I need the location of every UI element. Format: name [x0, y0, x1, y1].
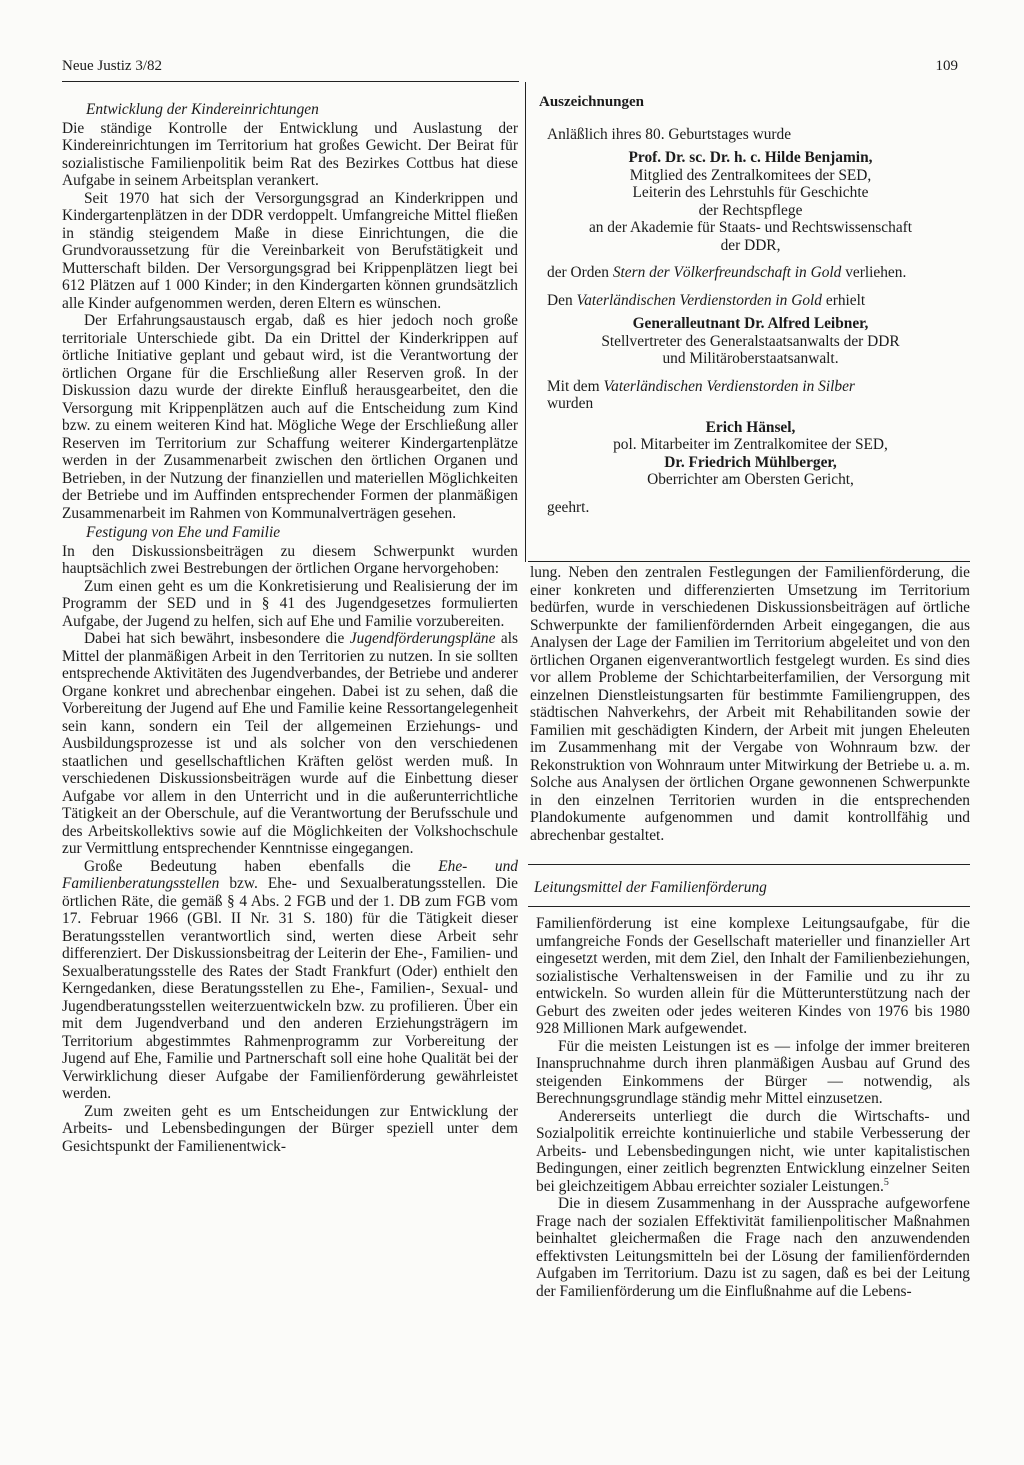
awards-box [539, 94, 962, 516]
awards-bottom-rule [528, 561, 970, 562]
honoree-desc: der DDR, [720, 236, 781, 254]
paragraph: Für die meisten Leistungen ist es — infolge der immer breiteren Inanspruchnahme durch ihren planmäßigen Ausbau auf Grund des steigenden Einkommens der Bürger — notwendig, als Berechnungsgrundlage ständig mehr Mittel einzusetzen. [536, 1037, 970, 1107]
paragraph: Zum einen geht es um die Konkretisierung und Realisierung der im Programm der SED und in § 41 des Jugendgesetzes formulierten Aufgabe, der Jugend zu helfen, sich auf Ehe und Familie vorzubereiten. [62, 577, 518, 630]
honoree-desc: Mitglied des Zentralkomitees der SED, [629, 166, 872, 184]
award-closing: geehrt. [547, 498, 590, 516]
awards-title: Auszeichnungen [539, 94, 645, 110]
paragraph [62, 858, 518, 1103]
honoree-name: Dr. Friedrich Mühlberger, [664, 453, 837, 471]
paragraph: Seit 1970 hat sich der Versorgungsgrad an Kinderkrippen und Kindergartenplätzen in der DDR verdoppelt. Umfangreiche Mittel fließen in ständig steigendem Maße in diese Einrichtungen, die die Grundvoraussetzung für die Vereinbarkeit von Berufstätigkeit und Mutterschaft bilden. Der Versorgungsgrad bei Krippenplätzen liegt bei 612 Plätzen auf 1 000 Kinder; in den Kindergarten können grundsätzlich alle Kinder aufgenommen werden, deren Eltern es wünschen. [62, 189, 518, 312]
paragraph: lung. Neben den zentralen Festlegungen der Familienförderung, die einer konkreten und differenzierten Umsetzung im Territorium bedürfen, wurde in verschiedenen Diskussionsbeiträgen auf örtliche Schwerpunkte der familienfördernden Arbeit eingegangen, die aus Analysen der Lage der Familien im Territorium abgeleitet und von den örtlichen Organen eigenverantwortlich festgelegt wurden. Es sind dies vor allem Probleme der Schichtarbeiterfamilien, der Versorgung mit einzelnen Dienstleistungsarten für bestimmte Familiengruppen, des städtischen Nahverkehrs, der Arbeit mit Rehabilitanden sowie der Familien mit geschädigten Kindern, der Arbeit mit jungen Eheleuten im Zusammenhang mit der Vergabe von Wohnraum bzw. der Rekonstruktion von Wohnraum unter Mitwirkung der Betriebe u. a. m. Solche aus Analysen der örtlichen Organe gewonnenen Schwerpunkte in den einzelnen Territorien wurden in die entsprechenden Plandokumente aufgenommen und damit kontrollfähig und abrechenbar gestaltet. [530, 564, 970, 844]
text: Andererseits unterliegt die durch die Wirtschafts- und Sozialpolitik erreichte kontinuierliche und stabile Verbesserung der Arbeits- und Lebensbedingungen nicht, wie unter kapitalistischen Bedingungen, einer zeitlich begrenzten Entwicklung einzelner Seiten bei gleichzeitigem Abbau erreichter sozialer Leistungen. [536, 1107, 970, 1195]
column-divider [525, 82, 526, 562]
paragraph: Die ständige Kontrolle der Entwicklung und Auslastung der Kindereinrichtungen im Territorium hat großes Gewicht. Der Beirat für sozialistische Familienpolitik beim Rat des Bezirkes Cottbus hat diese Aufgabe in seinem Arbeitsplan verankert. [62, 119, 518, 189]
award-line: wurden [547, 395, 594, 412]
emphasis: Ehe- und Familienberatungsstellen [62, 857, 518, 892]
section-rule [528, 864, 970, 865]
text: Große Bedeutung haben ebenfalls die [84, 857, 439, 875]
award-name: Vaterländischen Verdienstorden in Gold [576, 291, 823, 309]
paragraph: In den Diskussionsbeiträgen zu diesem Schwerpunkt wurden hauptsächlich zwei Bestrebungen der örtlichen Organe hervorgehoben: [62, 542, 518, 577]
text: Mit dem [547, 377, 604, 395]
awards-intro: Anläßlich ihres 80. Geburtstages wurde [547, 125, 792, 143]
journal-title: Neue Justiz 3/82 [62, 58, 162, 74]
honoree-desc: Leiterin des Lehrstuhls für Geschichte [632, 184, 869, 201]
honoree-desc: Stellvertreter des Generalstaatsanwalts der DDR [601, 332, 900, 350]
award-name: Stern der Völkerfreundschaft in Gold [612, 264, 842, 281]
right-column-continuation [530, 564, 970, 844]
award-line [547, 292, 962, 310]
text: verliehen. [841, 264, 907, 281]
text: bzw. Ehe- und Sexualberatungsstellen. Die örtlichen Räte, die gemäß § 4 Abs. 2 FGB und der 1. DB zum FGB vom 17. Februar 1966 (GBl. II Nr. 31 S. 180) für die Tätigkeit dieser Beratungsstellen verantwortlich sind, werten diese Arbeit sehr differenziert. Der Diskussionsbeitrag der Leiterin der Ehe-, Familien- und Sexualberatungsstelle des Rates der Stadt Frankfurt (Oder) enthielt den Kerngedanken, diese Beratungsstellen zu Ehe-, Familien-, Sexual- und Jugendberatungsstellen weiterzuentwickeln bzw. zu profilieren. Über ein mit dem Jugendverband und den anderen Erziehungsträgern im Territorium abgestimmtes Rahmenprogramm zur Vorbereitung der Jugend auf Ehe, Familie und Partnerschaft soll eine hohe Qualität bei der Verwirklichung dieser Aufgabe der Familienförderung gewährleistet werden. [62, 875, 518, 1102]
honoree-desc: und Militäroberstaatsanwalt. [662, 350, 839, 367]
paragraph: Zum zweiten geht es um Entscheidungen zur Entwicklung der Arbeits- und Lebensbedingungen der Bürger speziell unter dem Gesichtspunkt der Familienentwick- [62, 1102, 518, 1155]
honoree-desc: pol. Mitarbeiter im Zentralkomitee der SED, [613, 436, 888, 453]
honoree-desc: an der Akademie für Staats- und Rechtswissenschaft [588, 219, 913, 236]
paragraph: Die in diesem Zusammenhang in der Aussprache aufgeworfene Frage nach der sozialen Effektivität familienpolitischer Maßnahmen beinhaltet gleichermaßen die Frage nach den anzuwendenden effektivsten Leitungsmitteln bei der Lösung der familienfördernden Aufgaben im Territorium. Dazu ist zu sagen, daß es bei der Leitung der Familienförderung um die Einflußnahme auf die Lebens- [536, 1195, 970, 1300]
text: erhielt [822, 291, 866, 309]
paragraph [62, 630, 518, 858]
text: Den [547, 291, 577, 309]
emphasis: Jugendförderungspläne [349, 630, 496, 647]
award-name: Vaterländischen Verdienstorden in Silber [603, 377, 855, 395]
footnote-ref: 5 [883, 1176, 889, 1188]
honoree-name: Generalleutnant Dr. Alfred Leibner, [632, 315, 869, 332]
page-number: 109 [935, 58, 958, 74]
text: Dabei hat sich bewährt, insbesondere die [84, 630, 350, 647]
left-column [62, 101, 518, 1155]
section-heading-kindereinrichtungen: Entwicklung der Kindereinrichtungen [86, 101, 319, 118]
section-heading-ehe-familie: Festigung von Ehe und Familie [86, 524, 281, 541]
paragraph: Familienförderung ist eine komplexe Leitungsaufgabe, für die umfangreiche Fonds der Gesellschaft materieller und finanzieller Art eingesetzt werden, mit dem Ziel, den Inhalt der Familienbeziehungen, sozialistische Verhaltensweisen in der Familie und zu ihr zu entwickeln. So wurden allein für die Mütterunterstützung nach der Geburt des zweiten oder jedes weiteren Kindes von 1976 bis 1980 928 Millionen Mark aufgewendet. [536, 915, 970, 1037]
award-line [547, 264, 962, 282]
honoree-name: Erich Hänsel, [705, 418, 796, 436]
paragraph: Der Erfahrungsaustausch ergab, daß es hier jedoch noch große territoriale Unterschiede gibt. Da ein Drittel der Kinderkrippen auf örtliche Initiative geplant und gebaut wird, ist die Verantwortung der örtlichen Organe für die Erschließung aller Reserven groß. In der Diskussion dazu wurde der direkte Einfluß herausgearbeitet, den die Versorgung mit Krippenplätzen auch auf die Entscheidung zum Kind bzw. zu einem weiteren Kind hat. Mögliche Wege der Erschließung aller Reserven im Territorium zur Schaffung weiterer Kindergartenplätze werden in der Zusammenarbeit zwischen den örtlichen Organen und Betrieben, in der Nutzung der finanziellen und materiellen Möglichkeiten der Betriebe und im Auffinden entsprechender Formen der planmäßigen Zusammenarbeit im Rahmen von Kommunalverträgen gesehen. [62, 312, 518, 522]
running-header [62, 58, 958, 82]
honoree-name: Prof. Dr. sc. Dr. h. c. Hilde Benjamin, [628, 149, 873, 166]
honoree-desc: Oberrichter am Obersten Gericht, [647, 471, 854, 488]
paragraph [536, 1108, 970, 1196]
section-heading-leitungsmittel: Leitungsmittel der Familienförderung [534, 879, 767, 896]
text: als Mittel der planmäßigen Arbeit in den Territorien zu nutzen. In sie sollten entsprechende Aktivitäten des Jugendverbandes, der Betriebe und anderer Organe konkret und abrechenbar eingehen. Dabei ist zu sehen, daß die Vorbereitung der Jugend auf Ehe und Familie keine Ressortangelegenheit sein kann, sondern ein Teil der allgemeinen Erziehungs- und Ausbildungsprozesse ist und als solcher von den verschiedenen staatlichen und gesellschaftlichen Kräften gelöst werden muß. In verschiedenen Diskussionsbeiträgen wurde auf die Einbettung dieser Aufgabe vor allem in den Unterricht und in die außerunterrichtliche Tätigkeit an der Oberschule, auf die Verantwortung der Berufsschule und des Arbeitskollektivs sowie auf die Möglichkeiten der Volkshochschule zur Vermittlung entsprechender Kenntnisse eingegangen. [62, 630, 518, 857]
text: der Orden [547, 264, 613, 281]
right-column-section [536, 915, 970, 1300]
section-rule [528, 906, 970, 907]
award-line [547, 378, 962, 396]
honoree-desc: der Rechtspflege [698, 201, 803, 219]
header-rule [62, 81, 519, 82]
